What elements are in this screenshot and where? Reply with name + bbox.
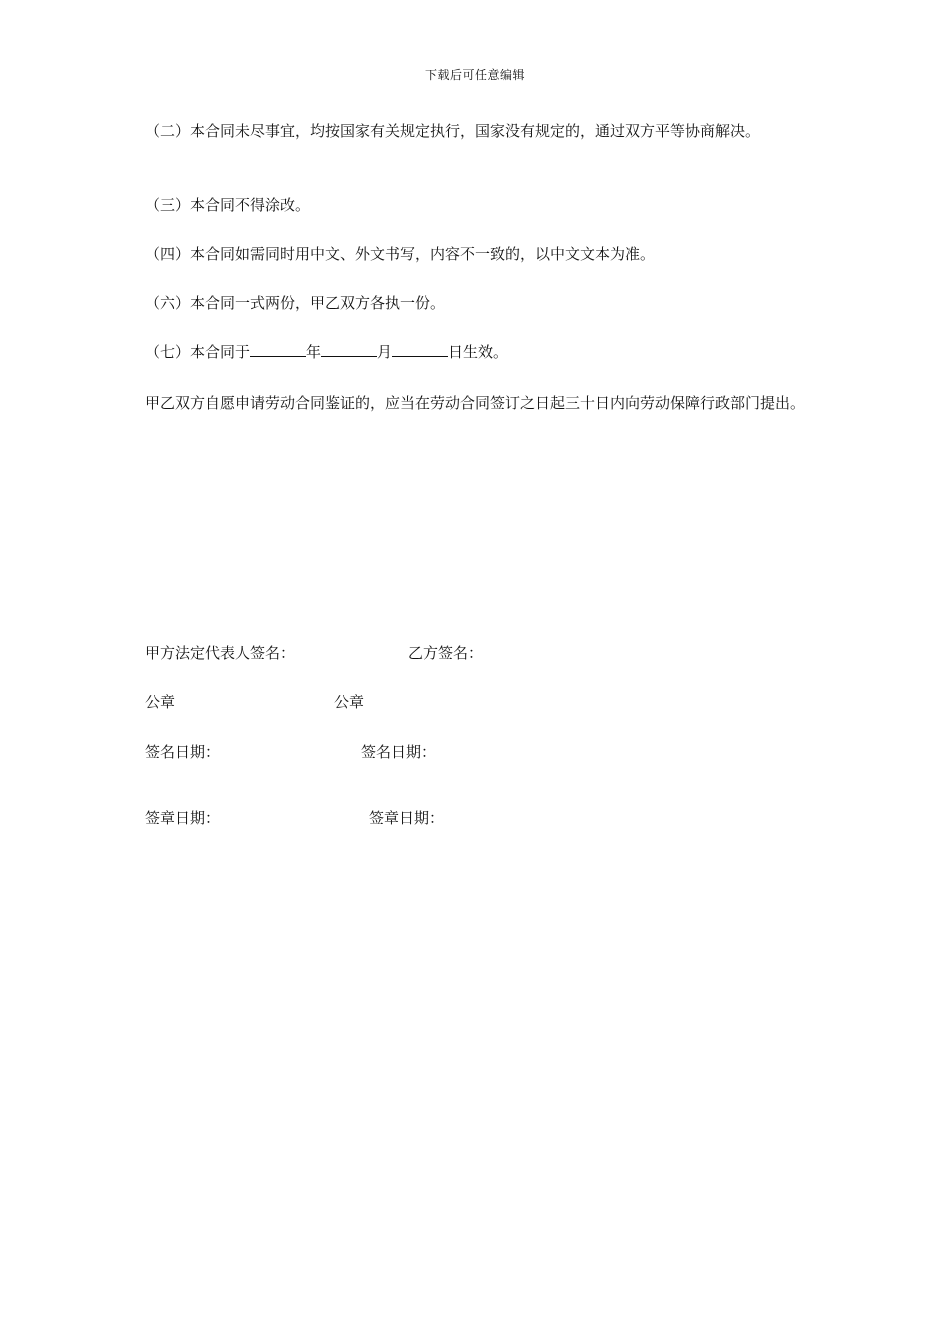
clause-4: （四）本合同如需同时用中文、外文书写，内容不一致的，以中文文本为准。: [145, 245, 656, 263]
year-blank: [250, 342, 306, 357]
clause-2: （二）本合同未尽事宜，均按国家有关规定执行，国家没有规定的，通过双方平等协商解决。: [145, 122, 761, 140]
verification-note: 甲乙双方自愿申请劳动合同鉴证的，应当在劳动合同签订之日起三十日内向劳动保障行政部门提出。: [145, 394, 806, 412]
party-a-representative-signature: 甲方法定代表人签名：: [145, 644, 296, 662]
party-a-seal-date: 签章日期：: [145, 809, 221, 827]
clause-7-prefix: （七）本合同于: [145, 343, 251, 361]
party-b-seal: 公章: [334, 693, 365, 711]
party-b-sign-date: 签名日期：: [361, 743, 437, 761]
party-a-sign-date: 签名日期：: [145, 743, 221, 761]
clause-7-year: 年: [306, 343, 322, 361]
party-b-seal-date: 签章日期：: [369, 809, 445, 827]
clause-7-month: 月: [377, 343, 393, 361]
page-header: 下载后可任意编辑: [424, 68, 525, 82]
party-a-seal: 公章: [145, 693, 176, 711]
clause-7: [145, 339, 810, 365]
party-b-signature: 乙方签名：: [408, 644, 484, 662]
clause-6: （六）本合同一式两份，甲乙双方各执一份。: [145, 294, 446, 312]
clause-7-suffix: 日生效。: [448, 343, 509, 361]
clause-3: （三）本合同不得涂改。: [145, 196, 311, 214]
day-blank: [392, 342, 448, 357]
month-blank: [321, 342, 377, 357]
